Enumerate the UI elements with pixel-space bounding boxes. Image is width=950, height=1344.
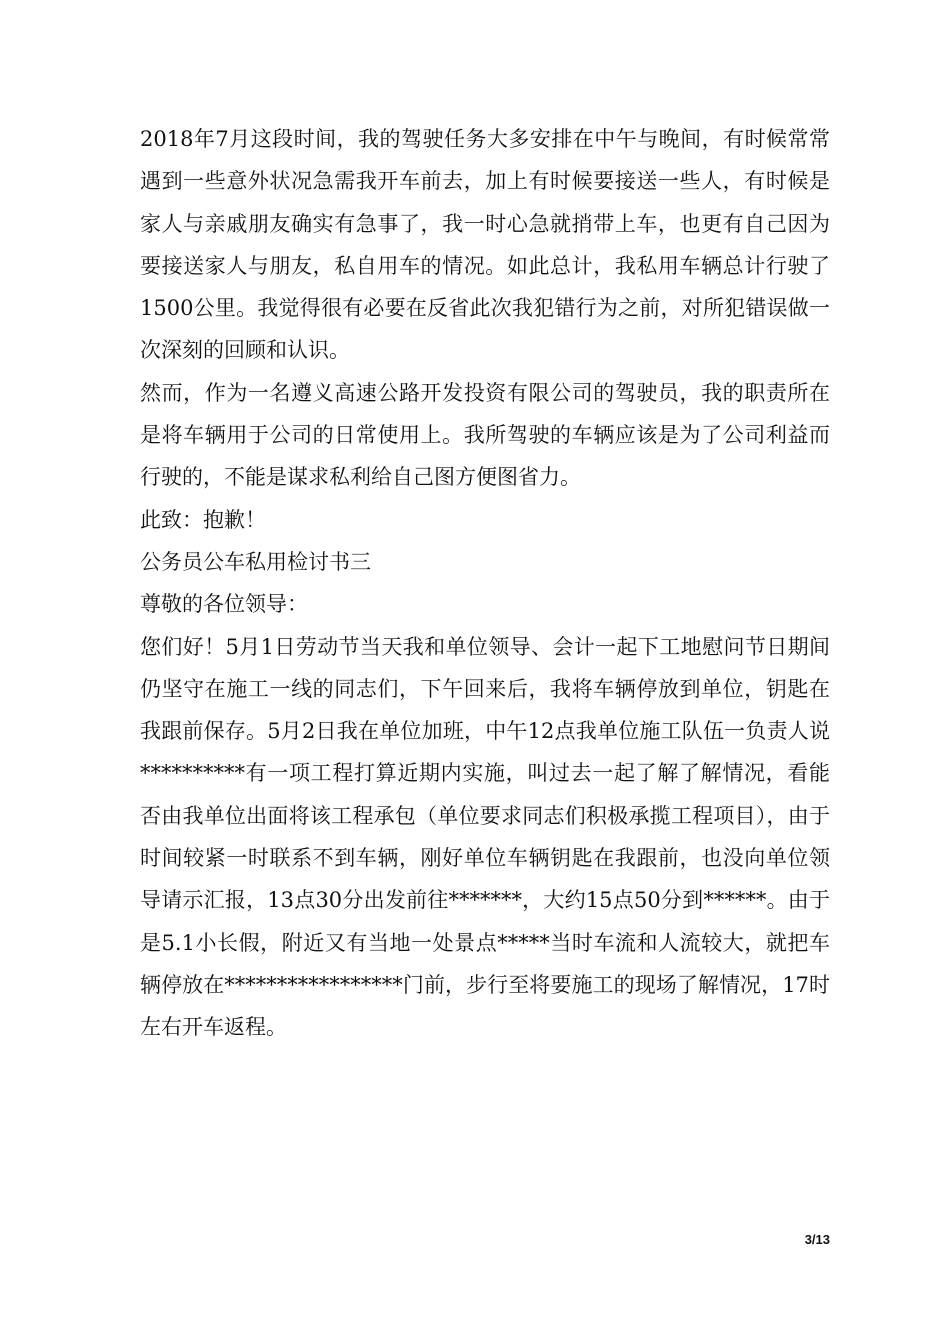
document-body xyxy=(140,118,830,1049)
paragraph-private-use-summary: 2018年7月这段时间，我的驾驶任务大多安排在中午与晚间，有时候常常遇到一些意外状况急需我开车前去，加上有时候要接送一些人，有时候是家人与亲戚朋友确实有急事了，我一时心急就捎带上车，也更有自己因为要接送家人与朋友，私自用车的情况。如此总计，我私用车辆总计行驶了1500公里。我觉得很有必要在反省此次我犯错行为之前，对所犯错误做一次深刻的回顾和认识。 xyxy=(140,127,830,363)
page-number: 3/13 xyxy=(804,1232,830,1247)
paragraph-incident-account: 您们好！5月1日劳动节当天我和单位领导、会计一起下工地慰问节日期间仍坚守在施工一线的同志们，下午回来后，我将车辆停放到单位，钥匙在我跟前保存。5月2日我在单位加班，中午12点我单位施工队伍一负责人说**********有一项工程打算近期内实施，叫过去一起了解了解情况，看能否由我单位出面将该工程承包（单位要求同志们积极承揽工程项目），由于时间较紧一时联系不到车辆，刚好单位车辆钥匙在我跟前，也没向单位领导请示汇报，13点30分出发前往*******，大约15点50分到******。由于是5.1小长假，附近又有当地一处景点*****当时车流和人流较大，就把车辆停放在*****************门前，步行至将要施工的现场了解情况，17时左右开车返程。 xyxy=(140,634,830,1040)
paragraph-driver-duty: 然而，作为一名遵义高速公路开发投资有限公司的驾驶员，我的职责所在是将车辆用于公司的日常使用上。我所驾驶的车辆应该是为了公司利益而行驶的，不能是谋求私利给自己图方便图省力。 xyxy=(140,380,830,490)
salutation: 尊敬的各位领导： xyxy=(140,592,308,617)
paragraph-closing: 此致：抱歉！ xyxy=(140,507,266,532)
section-title: 公务员公车私用检讨书三 xyxy=(140,549,371,574)
